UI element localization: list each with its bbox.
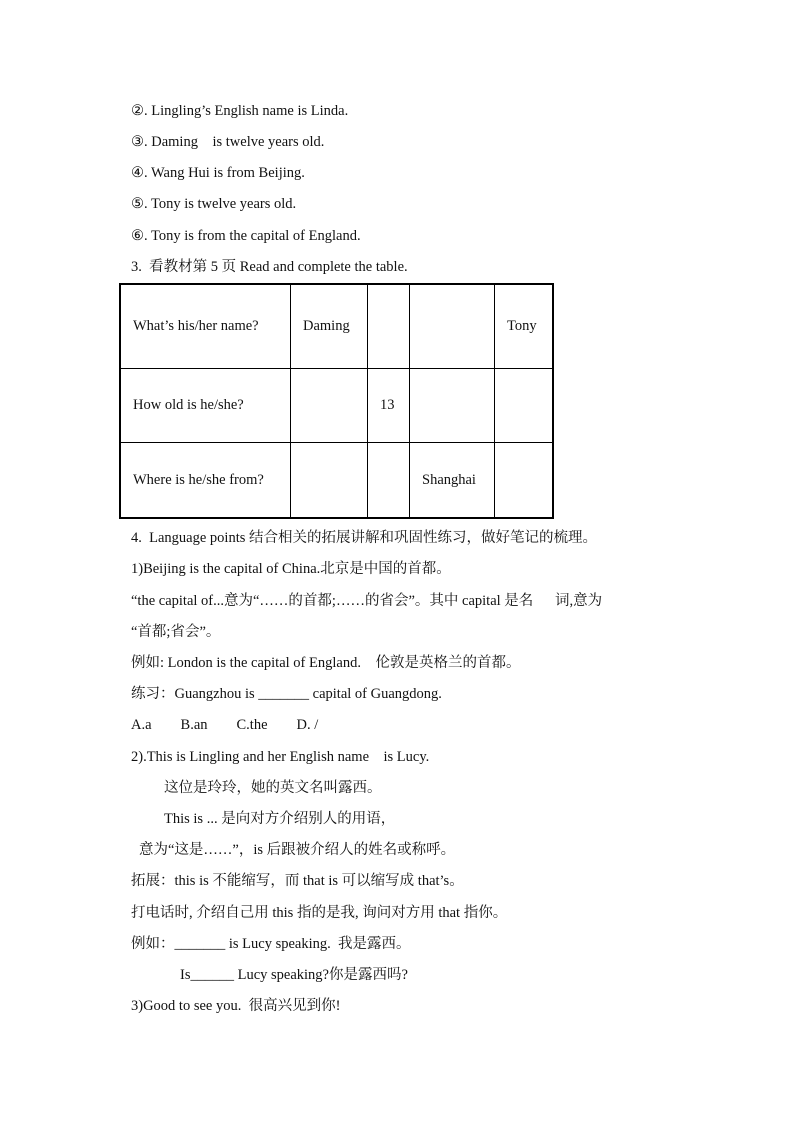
note-line: “首都;省会”。 [131, 624, 221, 640]
table-cell: What’s his/her name? [120, 284, 291, 369]
statement-4: ④. Wang Hui is from Beijing. [131, 165, 305, 181]
statement-5: ⑤. Tony is twelve years old. [131, 196, 297, 212]
note-line: 例如: London is the capital of England. 伦敦是英格兰的首都。 [131, 655, 521, 671]
note-line: This is ... 是向对方介绍别人的用语， [164, 811, 396, 827]
note-line: 3)Good to see you. 很高兴见到你! [131, 998, 341, 1014]
table-cell [291, 443, 368, 519]
table-cell [291, 369, 368, 443]
table-cell: Shanghai [410, 443, 495, 519]
table-cell [368, 284, 410, 369]
table-cell: Tony [495, 284, 554, 369]
table-row [120, 369, 553, 443]
note-line: 2).This is Lingling and her English name is Lucy. [131, 749, 430, 765]
table-cell [410, 369, 495, 443]
exercise-line: 练习：Guangzhou is _______ capital of Guangdong. [131, 686, 442, 702]
table-row [120, 284, 553, 369]
table-cell: Where is he/she from? [120, 443, 291, 519]
table-cell: How old is he/she? [120, 369, 291, 443]
table-cell [495, 369, 554, 443]
section-4-heading: 4. Language points 结合相关的拓展讲解和巩固性练习，做好笔记的梳理。 [131, 530, 597, 546]
note-line: 拓展：this is 不能缩写，而 that is 可以缩写成 that’s。 [131, 873, 464, 889]
table-cell [495, 443, 554, 519]
table-cell [368, 443, 410, 519]
note-line: 1)Beijing is the capital of China.北京是中国的首都。 [131, 561, 451, 577]
table-cell [410, 284, 495, 369]
statement-6: ⑥. Tony is from the capital of England. [131, 228, 361, 244]
note-line: 打电话时, 介绍自己用 this 指的是我, 询问对方用 that 指你。 [131, 905, 508, 921]
table-cell: 13 [368, 369, 410, 443]
exercise-options: A.a B.an C.the D. / [131, 717, 319, 733]
section-3-heading: 3. 看教材第 5 页 Read and complete the table. [131, 259, 408, 275]
statement-2: ②. Lingling’s English name is Linda. [131, 103, 349, 119]
note-line: 意为“这是……”，is 后跟被介绍人的姓名或称呼。 [139, 842, 456, 858]
note-line: Is______ Lucy speaking?你是露西吗? [180, 967, 408, 983]
note-line: “the capital of...意为“……的首都;……的省会”。其中 capital 是名 词,意为 [131, 593, 603, 609]
note-line: 这位是玲玲，她的英文名叫露西。 [164, 780, 382, 796]
statement-3: ③. Daming is twelve years old. [131, 134, 325, 150]
note-line: 例如：_______ is Lucy speaking. 我是露西。 [131, 936, 411, 952]
table-cell: Daming [291, 284, 368, 369]
table-row [120, 443, 553, 519]
info-table [119, 283, 554, 519]
